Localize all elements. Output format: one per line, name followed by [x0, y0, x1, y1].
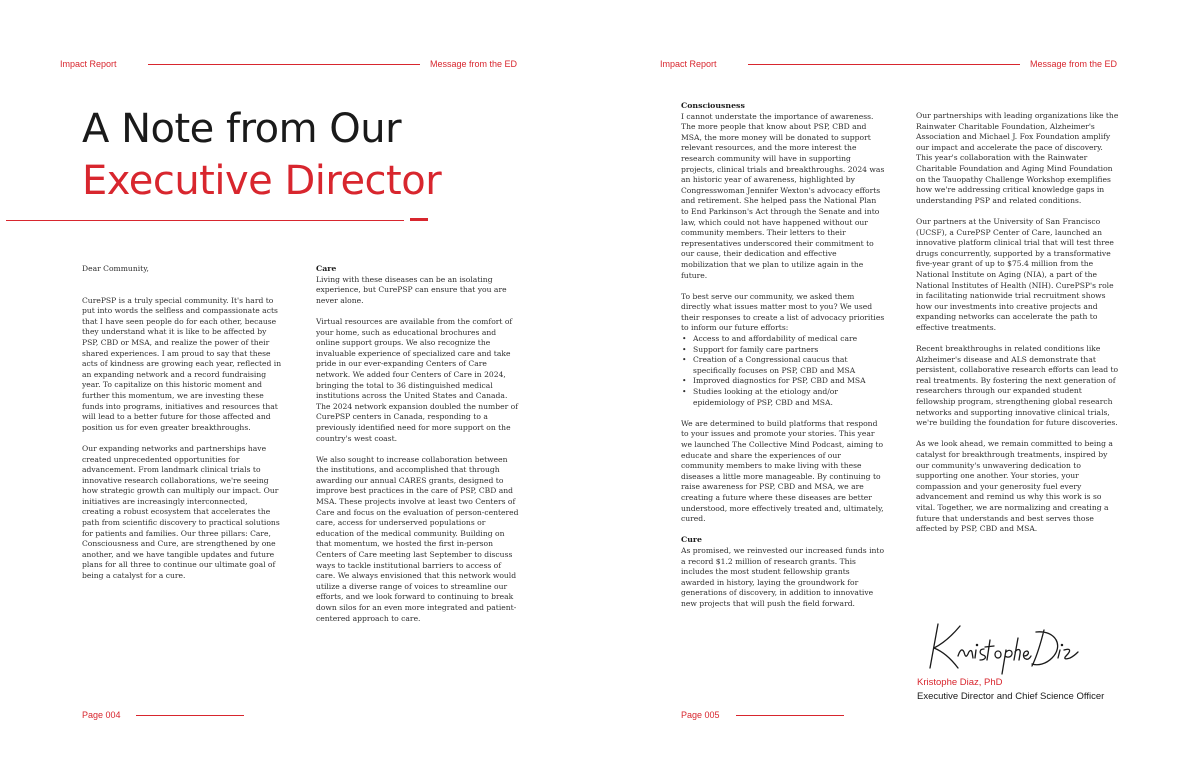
header-rule: [748, 64, 1020, 65]
signature-image: [924, 616, 1084, 678]
header-report-label: Impact Report: [60, 59, 117, 69]
body-paragraph: As promised, we reinvested our increased funds into a record $1.2 million of research grants. This includes the most student fellowship grants awarded in history, laying the groundwork for generations of discovery, in addition to innovative new projects that will push the field forward.: [681, 545, 885, 608]
signer-title: Executive Director and Chief Science Officer: [917, 691, 1105, 702]
list-item: • Studies looking at the etiology and/or epidemiology of PSP, CBD and MSA.: [691, 387, 885, 408]
body-paragraph: Our expanding networks and partnerships have created unprecedented opportunities for advancement. From landmark clinical trials to innovative research collaborations, we're seeing how strategic growth can multiply our impact. Our initiatives are increasingly interconnected, creating a robust ecosystem that accelerates the path from scientific discovery to practical solutions for patients and families. Our three pillars: Care, Consciousness and Cure, are strengthened by one another, and we have tangible updates and future plans for all three to continue our ultimate goal of being a catalyst for a cure.: [82, 443, 280, 581]
page-title: [82, 103, 441, 207]
right-column-1: [681, 101, 885, 620]
section-heading-consciousness: Consciousness: [681, 101, 745, 110]
title-line-2: Executive Director: [82, 158, 442, 204]
body-paragraph: Our partnerships with leading organizations like the Rainwater Charitable Foundation, Alzheimer's Association and Michael J. Fox Foundation amplify our impact and accelerate the pace of discovery. This year's collaboration with the Rainwater Charitable Foundation and Aging Mind Foundation on the Tauopathy Challenge Workshop exemplifies how we're addressing critical knowledge gaps in understanding PSP and related conditions.: [916, 111, 1119, 205]
body-paragraph: To best serve our community, we asked them directly what issues matter most to you? We used their responses to create a list of advocacy priorities to inform our future efforts:: [681, 291, 885, 333]
body-paragraph: Living with these diseases can be an isolating experience, but CurePSP can ensure that you are never alone.: [316, 274, 507, 305]
body-paragraph: Our partners at the University of San Francisco (UCSF), a CurePSP Center of Care, launched an innovative platform clinical trial that will test three drugs concurrently, supported by a transformative five-year grant of up to $75.4 million from the National Institute on Aging (NIA), a part of the National Institutes of Health (NIH). CurePSP's role in facilitating nationwide trial recruitment shows how our investments into creative projects and expanding networks can accelerate the path to effective treatments.: [916, 216, 1114, 332]
footer-rule: [736, 715, 844, 716]
header-report-label: Impact Report: [660, 59, 717, 69]
title-line-1: A Note from Our: [82, 106, 402, 152]
header-section-label: Message from the ED: [430, 59, 518, 69]
salutation: Dear Community,: [82, 264, 149, 273]
body-paragraph: We are determined to build platforms that respond to your issues and promote your stories. This year we launched The Collective Mind Podcast, aiming to educate and share the experiences of our community members to make living with these diseases a little more manageable. By continuing to raise awareness for PSP, CBD and MSA, we are creating a future where these diseases are better understood, more effectively treated and, ultimately, cured.: [681, 418, 884, 524]
body-paragraph: We also sought to increase collaboration between the institutions, and accomplished that through awarding our annual CARES grants, designed to improve best practices in the care of PSP, CBD and MSA. These projects involve at least two Centers of Care and focus on the evaluation of person-centered care, access for underserved populations or education of the medical community. Building on that momentum, we hosted the first in-person Centers of Care meeting last September to discuss ways to tackle institutional barriers to access of care. We always envisioned that this network would utilize a diverse range of voices to streamline our efforts, and we look forward to continuing to break down silos for an even more integrated and patient-centered approach to care.: [316, 454, 519, 623]
page-number: Page 005: [681, 710, 720, 720]
list-item: • Access to and affordability of medical care: [691, 334, 885, 345]
signer-name: Kristophe Diaz, PhD: [917, 677, 1003, 688]
body-paragraph: CurePSP is a truly special community. It's hard to put into words the selfless and compassionate acts that I have seen people do for each other, because they understand what it is like to be affected by PSP, CBD or MSA, and realize the power of their shared experiences. I am proud to say that these acts of kindness are growing each year, reflected in an expanding network and a record fundraising year. To capitalize on this historic moment and further this momentum, we are investing these funds into programs, initiatives and resources that will lead to a better future for those affected and position us for even greater breakthroughs.: [82, 295, 282, 432]
header-section-label: Message from the ED: [1030, 59, 1118, 69]
header-rule: [148, 64, 420, 65]
advocacy-priorities-list: [681, 334, 885, 408]
page-number: Page 004: [82, 710, 121, 720]
body-paragraph: I cannot understate the importance of awareness. The more people that know about PSP, CBD and MSA, the more money will be donated to support relevant resources, and the more interest the research community will have in supporting projects, clinical trials and breakthroughs. 2024 was an historic year of awareness, highlighted by Congresswoman Jennifer Wexton's advocacy efforts and retirement. She helped pass the National Plan to End Parkinson's Act through the Senate and into law, which could not have happened without our community members. Their letters to their representatives underscored their commitment to our cause, their dedication and effective mobilization that we plan to utilize again in the future.: [681, 111, 885, 280]
title-accent-dash: [410, 218, 428, 221]
list-item: • Creation of a Congressional caucus that specifically focuses on PSP, CBD and MSA: [691, 355, 885, 376]
left-column-1: [82, 264, 282, 592]
title-rule: [6, 220, 404, 221]
right-column-2: [916, 111, 1120, 545]
body-paragraph: Recent breakthroughs in related conditions like Alzheimer's disease and ALS demonstrate that persistent, collaborative research efforts can lead to real treatments. By fostering the next generation of researchers through our expanded student fellowship program, strengthening global research networks and supporting innovative clinical trials, we're building the foundation for future discoveries.: [916, 344, 1119, 428]
section-heading-care: Care: [316, 264, 337, 273]
left-column-2: [316, 264, 522, 635]
section-heading-cure: Cure: [681, 535, 702, 545]
body-paragraph: As we look ahead, we remain committed to being a catalyst for breakthrough treatments, inspired by our community's unwavering dedication to supporting one another. Your stories, your compassion and your generosity fuel every advancement and remind us why this work is so vital. Together, we are normalizing and creating a future that understands and best serves those affected by PSP, CBD and MSA.: [916, 439, 1113, 534]
list-item: • Support for family care partners: [691, 345, 885, 356]
footer-rule: [136, 715, 244, 716]
list-item: • Improved diagnostics for PSP, CBD and MSA: [691, 376, 885, 387]
body-paragraph: Virtual resources are available from the comfort of your home, such as educational brochures and online support groups. We also recognize the invaluable experience of specialized care and take pride in our ever-expanding Centers of Care network. We added four Centers of Care in 2024, bringing the total to 36 distinguished medical institutions across the United States and Canada. The 2024 network expansion doubled the number of CurePSP centers in Canada, responding to a previously identified need for more support on the country's west coast.: [316, 316, 519, 443]
